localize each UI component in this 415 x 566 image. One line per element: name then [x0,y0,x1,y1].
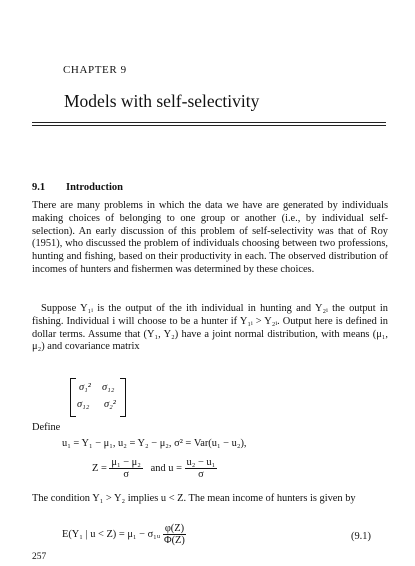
equation-definitions: u₁ = Y₁ − μ₁, u₂ = Y₂ − μ₂, σ² = Var(u₁ − u₂), [62,438,247,449]
fraction-z-denominator: σ [123,469,129,480]
section-heading [32,182,123,193]
title-rule-bottom [32,125,386,126]
chapter-label: CHAPTER 9 [63,64,127,76]
matrix-cell-21: σ₁₂ [77,399,90,410]
matrix-cell-22: σ₂² [104,399,116,410]
paragraph-condition: The condition Y₁ > Y₂ implies u < Z. The mean income of hunters is given by [32,493,356,504]
matrix-left-bracket [70,378,76,417]
eq2-and: and u = [150,462,182,474]
fraction-z [109,457,142,480]
equation-number: (9.1) [351,531,371,542]
fraction-u-denominator: σ [198,469,204,480]
fraction-mills [163,523,186,546]
matrix-cell-12: σ₁₂ [102,382,115,393]
fraction-u-numerator: u₂ − u₁ [186,457,216,468]
covariance-matrix [70,378,126,415]
matrix-right-bracket [120,378,126,417]
equation-9-1 [62,523,186,546]
section-title: Introduction [66,182,123,193]
define-label: Define [32,422,61,433]
section-number: 9.1 [32,182,46,193]
chapter-title: Models with self-selectivity [64,91,260,111]
matrix-cell-11: σ₁² [79,382,91,393]
paragraph-suppose: Suppose Y₁ᵢ is the output of the ith individual in hunting and Y₂ᵢ the output in fishing. Individual i will choose to be a hunter if Y₁ᵢ > Y₂ᵢ. Output here is defined in dollar terms. Assume that (Y₁, Y₂) have a joint normal distribution, with means (μ₁, μ₂) and covariance matrix [32,303,388,353]
fraction-z-numerator: μ₁ − μ₂ [111,457,141,468]
title-rule-top [32,122,386,123]
fraction-u [185,457,218,480]
equation-z-u [92,457,217,480]
page-number: 257 [32,552,47,562]
eq2-lhs: Z = [92,462,107,474]
paragraph-intro: There are many problems in which the data we have are generated by individuals making choices of belonging to one group or another (i.e., by individual self-selection). An early discussion of this problem of self-selectivity was that of Roy (1951), who discussed the problem of individuals choosing between two professions, hunting and fishing, based on their productivity in each. The observed distribution of incomes of hunters and fishermen was determined by these choices. [32,200,388,275]
eq3-lhs: E(Y₁ | u < Z) = μ₁ − σ₁ᵤ [62,528,161,540]
fraction-mills-numerator: φ(Z) [164,523,185,534]
fraction-mills-denominator: Φ(Z) [164,535,185,546]
